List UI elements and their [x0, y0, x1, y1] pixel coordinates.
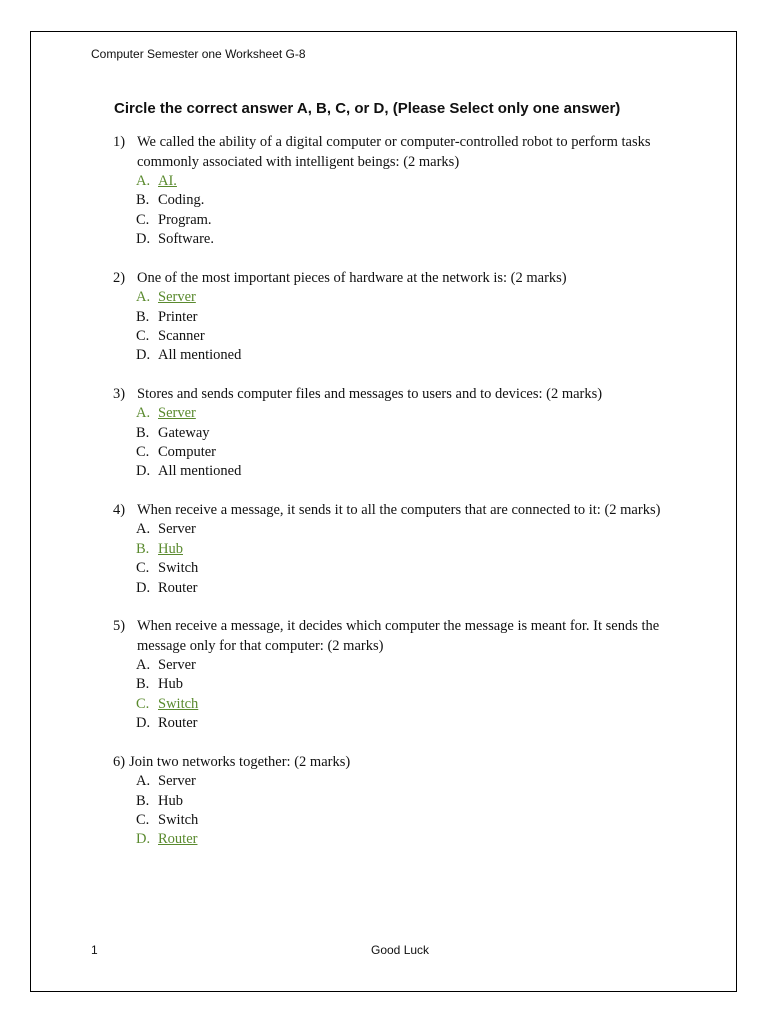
- answer-option: [113, 424, 693, 443]
- question-text: Stores and sends computer files and messages to users and to devices: (2 marks): [137, 385, 603, 402]
- option-letter: D.: [136, 831, 151, 848]
- option-text: Coding.: [158, 192, 205, 209]
- option-letter: B.: [136, 792, 150, 809]
- option-text: All mentioned: [158, 463, 242, 480]
- answer-option: [113, 346, 693, 365]
- answer-option: [113, 559, 693, 578]
- answer-option-correct: [113, 695, 693, 714]
- option-text: Software.: [158, 231, 214, 248]
- question-number: 4): [113, 501, 126, 518]
- answer-option-correct: [113, 830, 693, 849]
- question-text: When receive a message, it decides which computer the message is meant for. It sends the message only for that computer: (2 marks): [137, 618, 660, 654]
- question-text: We called the ability of a digital computer or computer-controlled robot to perform tasks commonly associated with intelligent beings: (2 marks): [137, 134, 651, 170]
- option-letter: A.: [136, 173, 151, 189]
- option-text: Gateway: [158, 424, 210, 441]
- answer-option: [113, 443, 693, 462]
- option-text: Server: [158, 405, 196, 422]
- option-letter: B.: [136, 192, 150, 209]
- answer-option-correct: [113, 172, 693, 191]
- option-letter: D.: [136, 231, 151, 248]
- page-header: Computer Semester one Worksheet G-8: [91, 47, 306, 61]
- answer-option: [113, 327, 693, 346]
- option-text: Switch: [158, 811, 199, 828]
- option-text: AI.: [158, 173, 177, 189]
- question-text: When receive a message, it sends it to all the computers that are connected to it: (2 marks): [137, 501, 661, 518]
- option-letter: A.: [136, 521, 151, 538]
- question-number: 6): [113, 753, 126, 770]
- option-letter: B.: [136, 308, 150, 325]
- option-letter: B.: [136, 540, 150, 557]
- answer-option: [113, 675, 693, 694]
- option-text: All mentioned: [158, 347, 242, 364]
- answer-option: [113, 191, 693, 210]
- option-letter: A.: [136, 773, 151, 790]
- worksheet-page: [30, 31, 737, 992]
- answer-option-correct: [113, 540, 693, 559]
- question-number: 5): [113, 618, 126, 634]
- option-text: Router: [158, 715, 198, 732]
- question-number: 2): [113, 269, 126, 286]
- question-3: [113, 385, 693, 482]
- answer-option: [113, 579, 693, 598]
- question-2: [113, 269, 693, 366]
- answer-option-correct: [113, 404, 693, 423]
- option-text: Server: [158, 521, 196, 538]
- option-text: Hub: [158, 540, 183, 557]
- option-letter: D.: [136, 463, 151, 480]
- page-number: 1: [91, 943, 98, 957]
- option-letter: A.: [136, 289, 151, 306]
- question-number: 3): [113, 385, 126, 402]
- question-text: Join two networks together: (2 marks): [129, 753, 351, 770]
- question-5: [113, 617, 693, 734]
- option-text: Program.: [158, 211, 212, 228]
- option-letter: D.: [136, 347, 151, 364]
- option-text: Server: [158, 657, 196, 673]
- instruction-heading: Circle the correct answer A, B, C, or D, (Please Select only one answer): [114, 100, 621, 117]
- option-text: Router: [158, 579, 198, 596]
- answer-option: [113, 211, 693, 230]
- option-letter: A.: [136, 405, 151, 422]
- answer-option: [113, 520, 693, 539]
- question-text: One of the most important pieces of hardware at the network is: (2 marks): [137, 269, 567, 286]
- answer-option-correct: [113, 288, 693, 307]
- answer-option: [113, 811, 693, 830]
- option-text: Switch: [158, 560, 199, 577]
- option-text: Printer: [158, 308, 198, 325]
- option-letter: D.: [136, 579, 151, 596]
- option-text: Scanner: [158, 327, 205, 344]
- option-text: Server: [158, 773, 196, 790]
- option-letter: C.: [136, 327, 150, 344]
- answer-option: [113, 230, 693, 249]
- option-letter: A.: [136, 657, 151, 673]
- option-letter: C.: [136, 211, 150, 228]
- option-text: Switch: [158, 695, 199, 712]
- option-letter: B.: [136, 676, 150, 693]
- question-list: [113, 133, 693, 869]
- option-text: Hub: [158, 676, 183, 693]
- question-4: [113, 501, 693, 598]
- option-text: Router: [158, 831, 198, 848]
- option-letter: C.: [136, 695, 150, 712]
- question-1: [113, 133, 693, 250]
- option-text: Hub: [158, 792, 183, 809]
- option-letter: C.: [136, 560, 150, 577]
- question-number: 1): [113, 134, 126, 150]
- answer-option: [113, 714, 693, 733]
- footer-text: Good Luck: [371, 943, 430, 957]
- answer-option: [113, 462, 693, 481]
- answer-option: [113, 656, 693, 675]
- option-letter: B.: [136, 424, 150, 441]
- answer-option: [113, 792, 693, 811]
- option-letter: D.: [136, 715, 151, 732]
- option-text: Computer: [158, 444, 216, 461]
- option-letter: C.: [136, 444, 150, 461]
- option-text: Server: [158, 289, 196, 306]
- answer-option: [113, 772, 693, 791]
- question-6: [113, 753, 693, 850]
- option-letter: C.: [136, 811, 150, 828]
- answer-option: [113, 308, 693, 327]
